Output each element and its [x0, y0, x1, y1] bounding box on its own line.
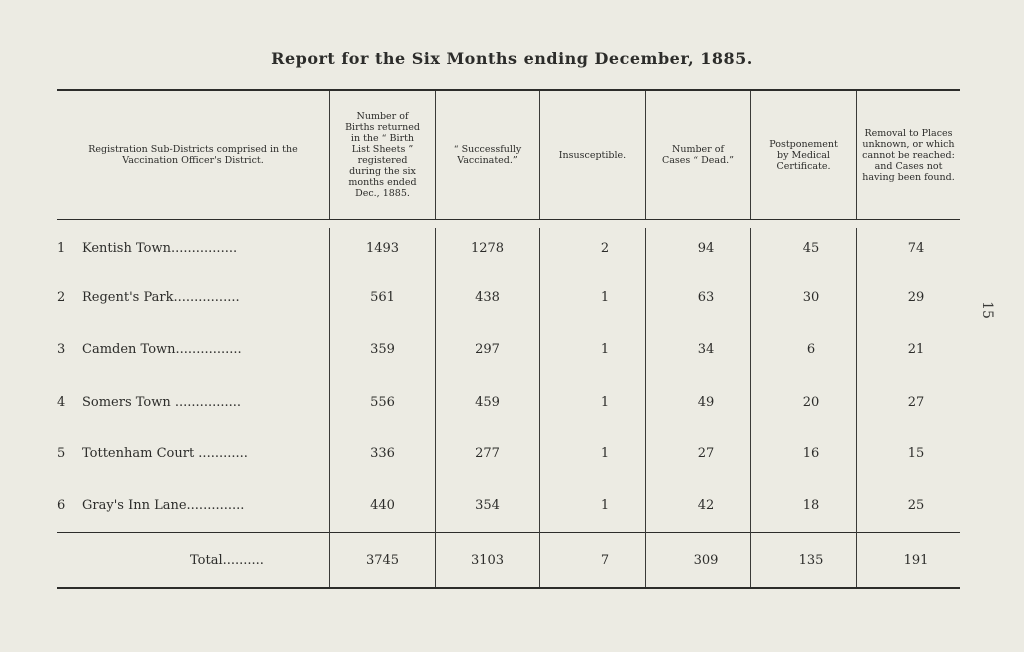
- table-bottom-rule: [57, 587, 960, 589]
- postponement-value: 18: [802, 498, 820, 513]
- dead-value: 63: [697, 290, 715, 305]
- vaccinated-value: 438: [475, 290, 500, 305]
- births-value: 556: [370, 395, 395, 410]
- row-number: 4: [57, 395, 66, 410]
- header-bottom-rule: [57, 219, 960, 220]
- removal-value: 27: [907, 395, 925, 410]
- total-insusceptible-value: 7: [600, 553, 610, 568]
- report-title: Report for the Six Months ending December, 1885.: [271, 49, 753, 68]
- vaccinated-value: 459: [475, 395, 500, 410]
- postponement-value: 16: [802, 446, 820, 461]
- header-insusceptible: [540, 91, 645, 219]
- births-value: 440: [370, 498, 395, 513]
- births-value: 1493: [365, 241, 400, 256]
- district-name: Camden Town................: [82, 342, 242, 357]
- insusceptible-value: 1: [600, 498, 610, 513]
- header-removal: [857, 91, 960, 219]
- row-number: 2: [57, 290, 66, 305]
- district-name: Tottenham Court ............: [82, 446, 248, 461]
- vaccinated-value: 277: [475, 446, 500, 461]
- dead-value: 27: [697, 446, 715, 461]
- total-dead-value: 309: [693, 553, 719, 568]
- row-number: 3: [57, 342, 66, 357]
- header-district-text: Registration Sub-Districts comprised in the Vaccination Officer's District.: [88, 144, 298, 166]
- row-number: 5: [57, 446, 66, 461]
- total-vaccinated-value: 3103: [470, 553, 505, 568]
- header-removal-text: Removal to Places unknown, or which cannot be reached: and Cases not having been found.: [862, 127, 955, 183]
- header-births: [330, 91, 435, 219]
- header-insusceptible-text: Insusceptible.: [558, 149, 627, 161]
- total-top-rule: [57, 532, 960, 533]
- insusceptible-value: 2: [600, 241, 610, 256]
- header-postponement-text: Postponement by Medical Certificate.: [769, 138, 838, 172]
- header-district: [57, 91, 329, 219]
- insusceptible-value: 1: [600, 342, 610, 357]
- district-name: Kentish Town................: [82, 241, 238, 256]
- vaccinated-value: 1278: [470, 241, 505, 256]
- births-value: 336: [370, 446, 395, 461]
- insusceptible-value: 1: [600, 446, 610, 461]
- page-number: 15: [978, 301, 995, 319]
- total-label: Total..........: [190, 553, 264, 568]
- header-dead-text: Number of Cases “ Dead.”: [661, 144, 735, 166]
- postponement-value: 30: [802, 290, 820, 305]
- header-dead: [646, 91, 750, 219]
- dead-value: 49: [697, 395, 715, 410]
- row-number: 6: [57, 498, 66, 513]
- vaccinated-value: 354: [475, 498, 500, 513]
- removal-value: 21: [907, 342, 925, 357]
- removal-value: 15: [907, 446, 925, 461]
- removal-value: 29: [907, 290, 925, 305]
- vaccinated-value: 297: [475, 342, 500, 357]
- header-births-text: Number of Births returned in the “ Birth List Sheets ” registered during the six months ended Dec., 1885.: [345, 111, 420, 199]
- births-value: 359: [370, 342, 395, 357]
- removal-value: 25: [907, 498, 925, 513]
- insusceptible-value: 1: [600, 395, 610, 410]
- header-vaccinated-text: “ Successfully Vaccinated.”: [453, 144, 522, 166]
- births-value: 561: [370, 290, 395, 305]
- total-births-value: 3745: [365, 553, 400, 568]
- header-postponement: [751, 91, 856, 219]
- district-name: Gray's Inn Lane..............: [82, 498, 245, 513]
- total-postponement-value: 135: [798, 553, 824, 568]
- postponement-value: 45: [802, 241, 820, 256]
- dead-value: 34: [697, 342, 715, 357]
- total-removal-value: 191: [903, 553, 929, 568]
- postponement-value: 6: [806, 342, 816, 357]
- removal-value: 74: [907, 241, 925, 256]
- postponement-value: 20: [802, 395, 820, 410]
- dead-value: 94: [697, 241, 715, 256]
- header-vaccinated: [436, 91, 539, 219]
- dead-value: 42: [697, 498, 715, 513]
- district-name: Regent's Park................: [82, 290, 240, 305]
- district-name: Somers Town ................: [82, 395, 242, 410]
- insusceptible-value: 1: [600, 290, 610, 305]
- row-number: 1: [57, 241, 66, 256]
